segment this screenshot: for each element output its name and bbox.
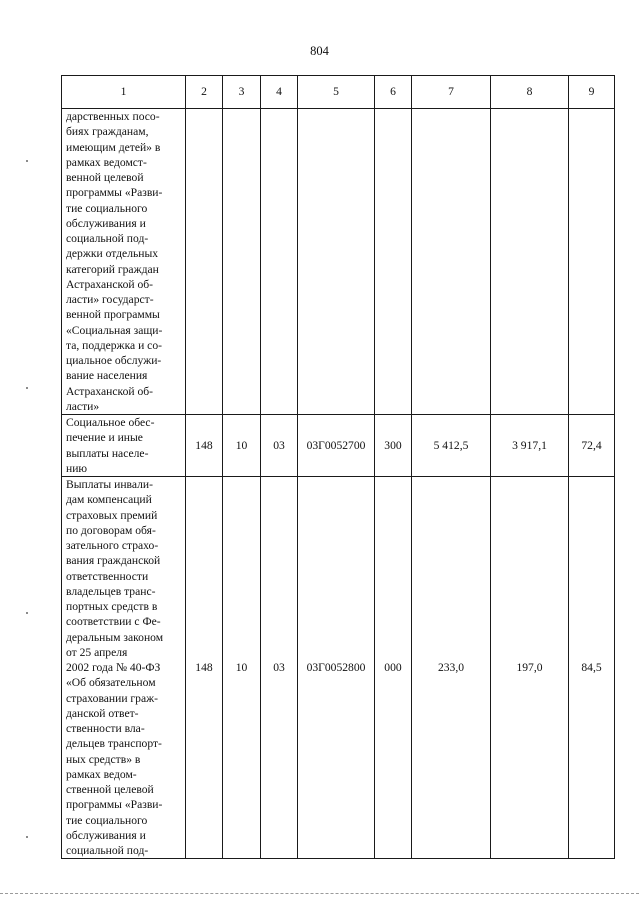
table-cell: 148 (186, 415, 223, 477)
table-cell: 5 412,5 (412, 415, 491, 477)
column-header: 6 (375, 76, 412, 109)
scan-speck (26, 387, 28, 389)
table-cell (298, 109, 375, 415)
scan-speck (26, 836, 28, 838)
table-cell: 72,4 (569, 415, 615, 477)
table-cell: 148 (186, 477, 223, 859)
table-row (62, 477, 615, 859)
table-cell: 03Г0052800 (298, 477, 375, 859)
table-cell: 197,0 (491, 477, 569, 859)
column-header: 2 (186, 76, 223, 109)
page-number: 804 (310, 44, 329, 58)
table-cell (375, 109, 412, 415)
row-description: Социальное обес- печение и иные выплаты населе- нию (62, 415, 186, 477)
column-header: 9 (569, 76, 615, 109)
table-cell (412, 109, 491, 415)
column-number-header-row (62, 76, 615, 109)
row-description: Выплаты инвали- дам компенсаций страховых премий по договорам обя- зательного страхо- вания гражданской ответственности владельцев транс- портных средств в соответствии с Фе- деральным законом от 25 апреля 2002 года № 40-ФЗ «Об обязательном страховании граж- данской ответ- ственности вла- дельцев транспорт- ных средств» в рамках ведом- ственной целевой программы «Разви- тие социального обслуживания и социальной под- (62, 477, 186, 859)
row-description: дарственных посо- биях гражданам, имеющим детей» в рамках ведомст- венной целевой программы «Разви- тие социального обслуживания и социальной под- держки отдельных категорий граждан Астраханской об- ласти» государст- венной программы «Социальная защи- та, поддержка и со- циальное обслужи- вание населения Астраханской об- ласти» (62, 109, 186, 415)
table-cell (569, 109, 615, 415)
table-row (62, 109, 615, 415)
table-cell: 3 917,1 (491, 415, 569, 477)
column-header: 5 (298, 76, 375, 109)
scan-speck (26, 612, 28, 614)
table-cell: 03 (261, 415, 298, 477)
column-header: 3 (223, 76, 261, 109)
table-row (62, 415, 615, 477)
column-header: 4 (261, 76, 298, 109)
table-cell: 84,5 (569, 477, 615, 859)
table-cell: 03Г0052700 (298, 415, 375, 477)
table-cell: 03 (261, 477, 298, 859)
column-header: 1 (62, 76, 186, 109)
table-cell: 10 (223, 415, 261, 477)
table-cell: 233,0 (412, 477, 491, 859)
table-cell (491, 109, 569, 415)
table-cell (261, 109, 298, 415)
column-header: 7 (412, 76, 491, 109)
page-bottom-rule (0, 893, 639, 894)
budget-execution-table (61, 75, 615, 859)
table-cell: 300 (375, 415, 412, 477)
table-cell (223, 109, 261, 415)
table-cell: 000 (375, 477, 412, 859)
table-cell: 10 (223, 477, 261, 859)
scan-speck (26, 160, 28, 162)
column-header: 8 (491, 76, 569, 109)
table-cell (186, 109, 223, 415)
